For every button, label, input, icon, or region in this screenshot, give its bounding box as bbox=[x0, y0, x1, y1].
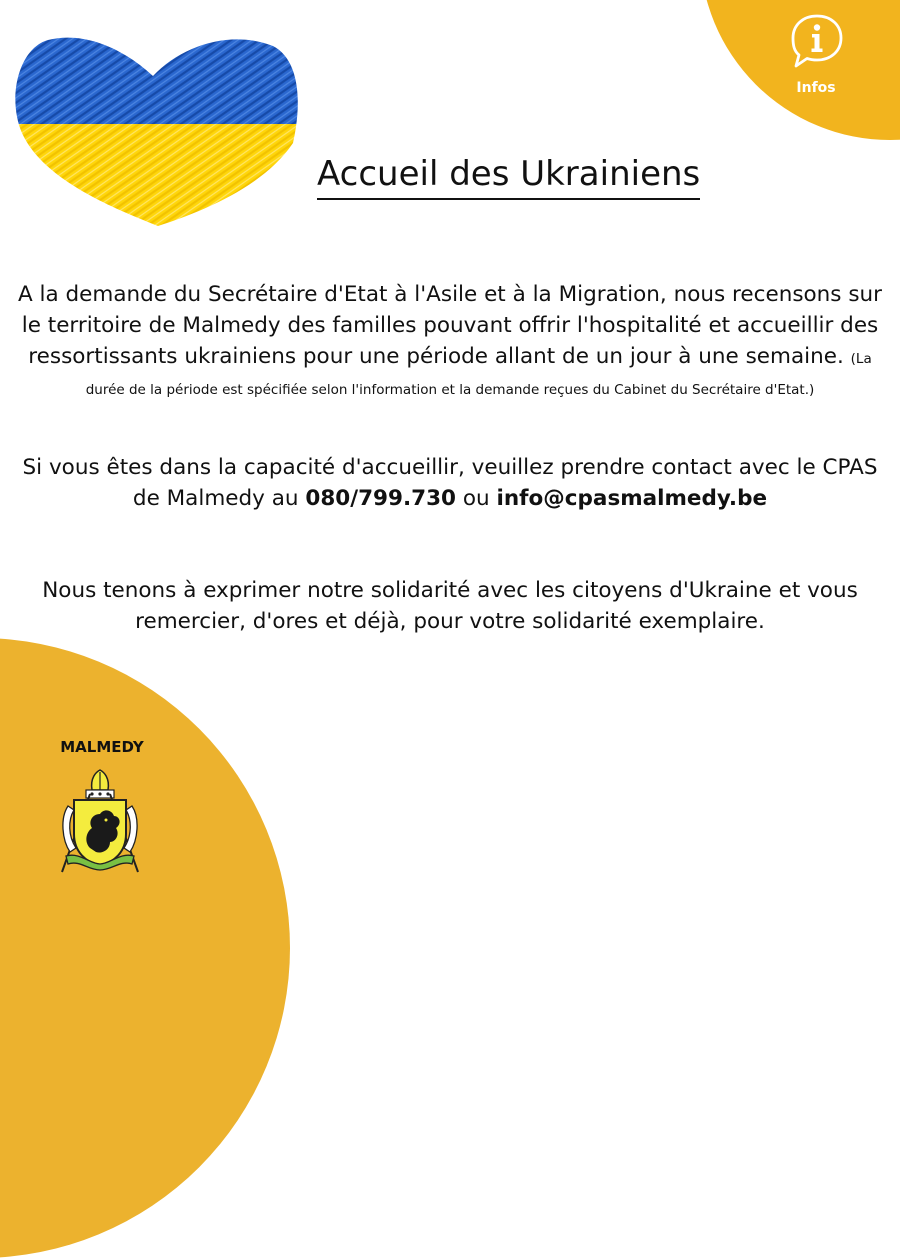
contact-paragraph bbox=[14, 452, 886, 514]
malmedy-coat-of-arms-icon bbox=[56, 768, 144, 876]
page-title: Accueil des Ukrainiens bbox=[317, 154, 700, 200]
solidarity-paragraph: Nous tenons à exprimer notre solidarité avec les citoyens d'Ukraine et vous remercier, d'ores et déjà, pour votre solidarité exemplaire. bbox=[42, 578, 858, 634]
info-icon bbox=[787, 12, 847, 72]
duration-note: (La durée de la période est spécifiée selon l'information et la demande reçues du Cabinet du Secrétaire d'Etat.) bbox=[85, 351, 872, 398]
census-text: A la demande du Secrétaire d'Etat à l'Asile et à la Migration, nous recensons sur le territoire de Malmedy des familles pouvant offrir l'hospitalité et accueillir des ressortissants ukrainiens pour une période allant de un jour à une semaine. bbox=[18, 282, 882, 369]
contact-connector: ou bbox=[462, 486, 490, 511]
ukraine-heart-icon bbox=[8, 18, 303, 230]
phone-number[interactable]: 080/799.730 bbox=[305, 486, 457, 511]
email-address[interactable]: info@cpasmalmedy.be bbox=[496, 486, 768, 511]
town-name: MALMEDY bbox=[60, 738, 144, 756]
census-paragraph bbox=[14, 279, 886, 403]
infos-label: Infos bbox=[796, 80, 836, 96]
bottom-corner-shape bbox=[0, 638, 290, 1258]
contact-text: Si vous êtes dans la capacité d'accueillir, veuillez prendre contact avec le CPAS de Malmedy au bbox=[22, 455, 878, 511]
